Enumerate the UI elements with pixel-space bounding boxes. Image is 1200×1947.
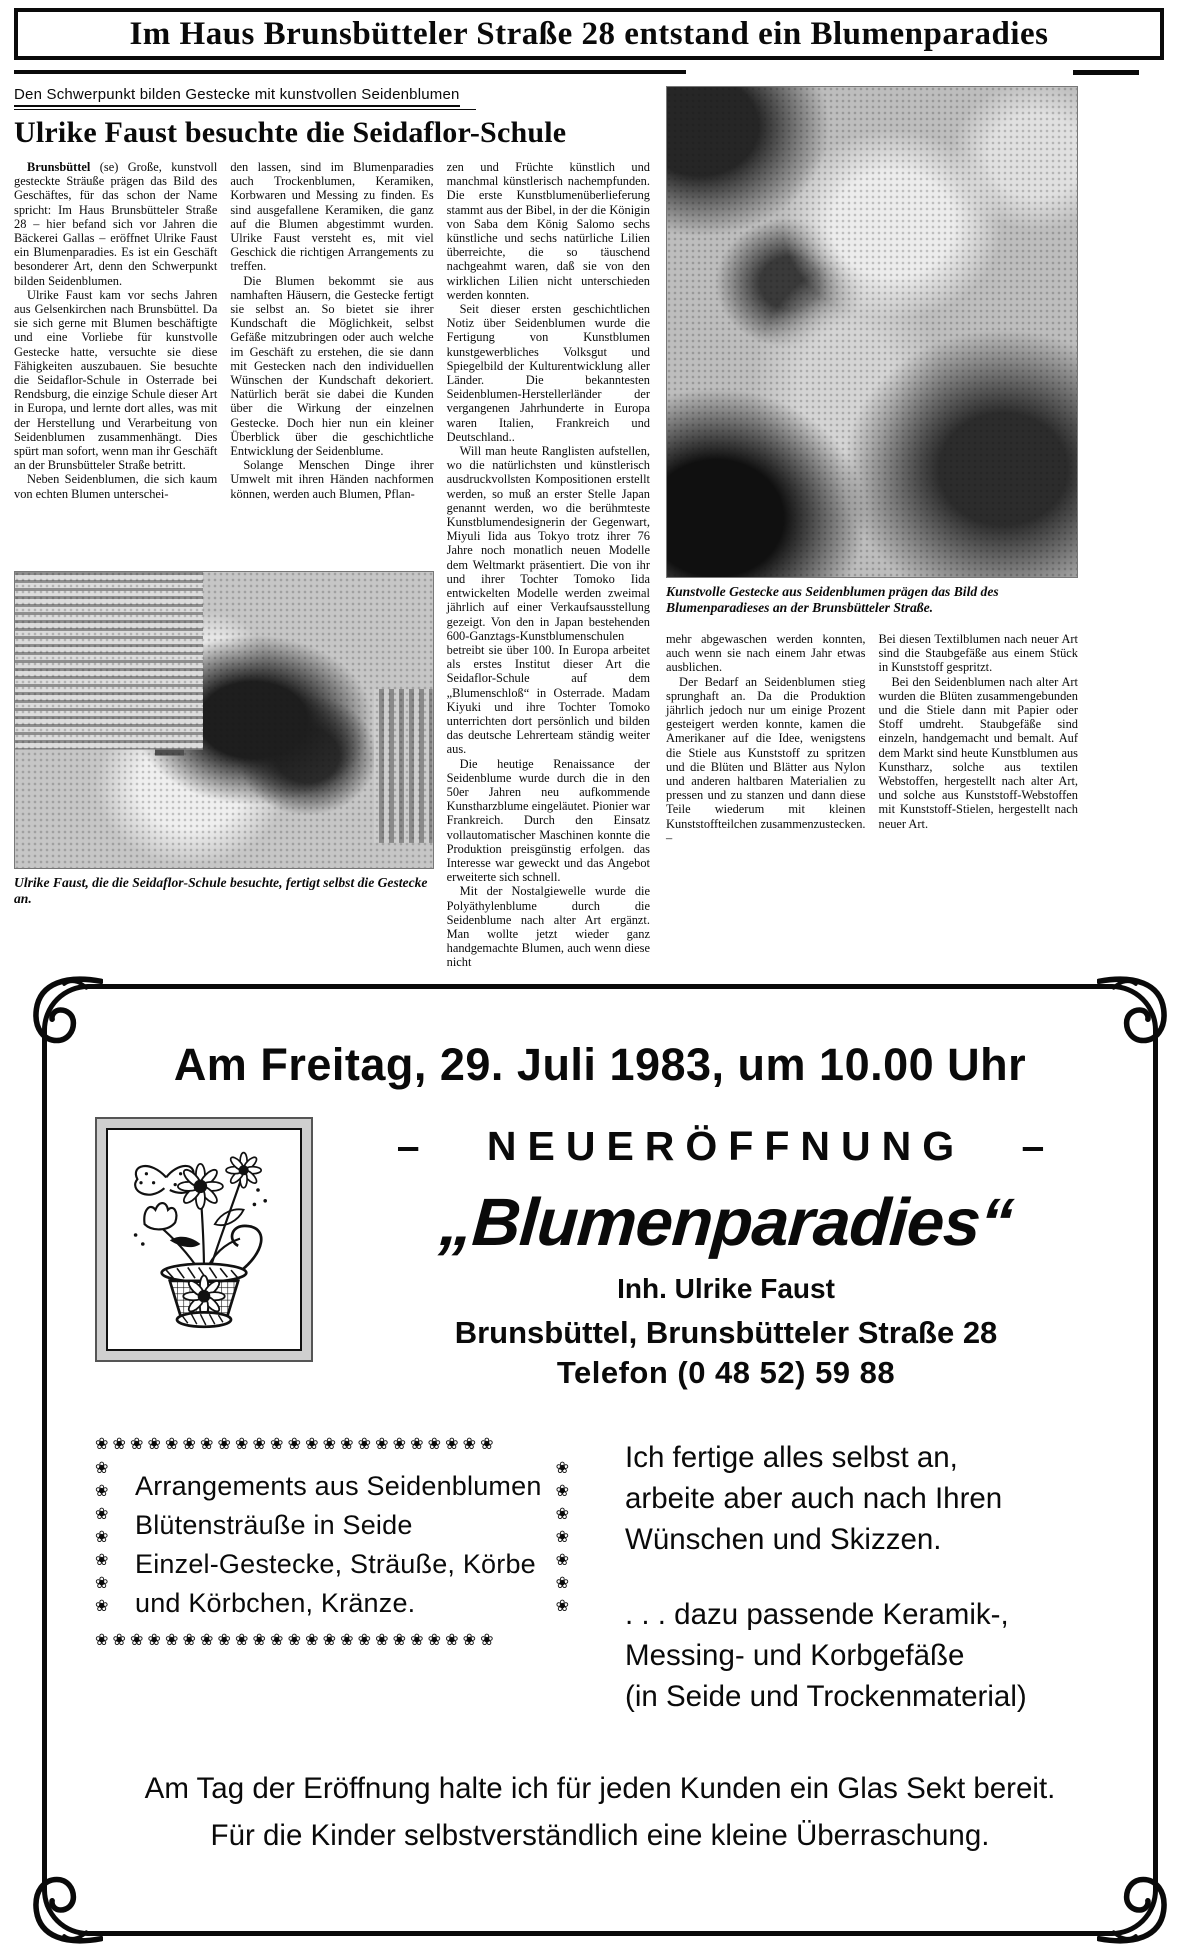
corner-flourish-icon bbox=[1097, 973, 1171, 1047]
article-paragraph: Der Bedarf an Seidenblumen stieg sprunghaft an. Da die Produktion jährlich jedoch nur um einige Prozent gesteigert werden konnte, kamen die Amerikaner auf die Idee, wenigstens die Stiele aus Kunststoff zu spritzen und die Blüten und Blätter aus Nylon und anderen haltbaren Materialien zu pressen und zu stanzen und dann diese Teile wiederum mit kleinen Kunststoffteilchen zusammenzustecken. – bbox=[666, 674, 866, 845]
service-item: und Körbchen, Kränze. bbox=[135, 1587, 416, 1618]
photo-figure-left bbox=[14, 571, 434, 969]
corner-flourish-icon bbox=[29, 1873, 103, 1947]
photo-caption-right: Kunstvolle Gestecke aus Seidenblumen prägen das Bild des Blumenparadieses an der Brunsbütteler Straße. bbox=[666, 584, 999, 615]
article-column-4 bbox=[666, 632, 866, 845]
article-column-1 bbox=[14, 160, 217, 563]
photo-ulrike-faust bbox=[14, 571, 434, 869]
ad-phone-line: Telefon (0 48 52) 59 88 bbox=[556, 1354, 896, 1390]
banner-underline-rule bbox=[14, 70, 686, 74]
flower-basket-logo bbox=[95, 1117, 313, 1362]
ad-footer-line: Für die Kinder selbstverständlich eine kleine Überraschung. bbox=[210, 1818, 990, 1852]
ad-main-row bbox=[87, 1117, 1113, 1391]
article-paragraph: Mit der Nostalgiewelle wurde die Polyäthylenblume durch die Seidenblume nach alter Art ergänzt. Man wollte jetzt wieder ganz handgemachte Blumen, auch wenn diese nicht bbox=[446, 884, 650, 970]
article-paragraph: Bei den Seidenblumen nach alter Art wurden die Blüten zusammengebunden und die Stiele dann mit Papier oder Stoff umdreht. Staubgefäße sind einzeln, handgemacht und bemalt. Auf dem Markt sind heute Kunstblumen aus Kunstharz, solche aus textilen Webstoffen, hergestellt nach alter Art, und solche aus Kunststoff-Webstoffen mit Kunststoff-Stielen, hergestellt nach neuer Art. bbox=[878, 674, 1078, 831]
service-item: Arrangements aus Seidenblumen bbox=[135, 1470, 542, 1501]
banner-headline bbox=[14, 8, 1164, 60]
article-paragraph: Neben Seidenblumen, die sich kaum von echten Blumen unterschei- bbox=[14, 472, 218, 501]
services-flower-box bbox=[95, 1433, 569, 1653]
article-headline: Ulrike Faust besuchte die Seidaflor-Schule bbox=[14, 116, 567, 149]
article-column-5 bbox=[879, 632, 1079, 845]
article-paragraph: Die heutige Renaissance der Seidenblume wurde durch die in den 50er Jahren neu aufkommende Kunstharzblume eingeläutet. Pionier war Frankreich. Durch den Einsatz vollautomatischer Maschinen konnte die Produktion preisgünstig erfolgen. das Interesse war geweckt und das Angebot erweiterte sich schnell. bbox=[446, 756, 650, 885]
article-column-3 bbox=[447, 160, 650, 970]
article-paragraph bbox=[14, 160, 217, 288]
ad-custom-text bbox=[625, 1433, 1105, 1717]
photo-figure-right bbox=[666, 86, 1078, 616]
article-left-block bbox=[14, 86, 650, 970]
flower-basket-icon bbox=[114, 1136, 294, 1343]
ad-second-row bbox=[87, 1433, 1113, 1717]
article-paragraph: Bei diesen Textilblumen nach neuer Art sind die Staubgefäße aus einem Stück in Kunststoff gespritzt. bbox=[878, 632, 1078, 675]
ad-brand-name: „Blumenparadies“ bbox=[437, 1184, 1015, 1260]
ad-date-line: Am Freitag, 29. Juli 1983, um 10.00 Uhr bbox=[173, 1038, 1027, 1090]
article-paragraph: Solange Menschen Dinge ihrer Umwelt mit ihren Händen nachformen können, werden auch Blumen, Pflan- bbox=[230, 458, 434, 501]
ad-footer bbox=[87, 1765, 1113, 1859]
flower-border-left: ❀❀❀❀❀❀❀ bbox=[95, 1459, 109, 1615]
ad-text-line: arbeite aber auch nach Ihren bbox=[625, 1481, 1003, 1515]
corner-flourish-icon bbox=[29, 973, 103, 1047]
article-columns bbox=[14, 160, 650, 970]
article-paragraph: den lassen, sind im Blumenparadies auch Trockenblumen, Keramiken, Korbwaren und Messing zu finden. Es sind ausgefallene Keramiken, die ganz auf die Blumen abgestimmt wurden. Ulrike Faust versteht es, mit viel Geschick die richtigen Arrangements zu treffen. bbox=[230, 160, 434, 274]
ad-opening-line: – NEUERÖFFNUNG – bbox=[396, 1122, 1056, 1169]
services-list bbox=[117, 1457, 547, 1629]
advertisement bbox=[42, 984, 1158, 1936]
service-item: Blütensträuße in Seide bbox=[135, 1509, 413, 1540]
ad-owner-line: Inh. Ulrike Faust bbox=[617, 1272, 835, 1304]
ad-footer-line: Am Tag der Eröffnung halte ich für jeden Kunden ein Glas Sekt bereit. bbox=[144, 1771, 1056, 1805]
flower-basket-frame bbox=[106, 1128, 302, 1351]
lead-location: Brunsbüttel bbox=[27, 160, 91, 174]
banner-headline-text: Im Haus Brunsbütteler Straße 28 entstand ein Blumenparadies bbox=[129, 15, 1049, 52]
article-column-2 bbox=[230, 160, 433, 563]
article-right-block bbox=[666, 86, 1078, 970]
article-bottom-columns bbox=[666, 632, 1078, 845]
kicker-rule bbox=[14, 109, 476, 110]
flower-border-right: ❀❀❀❀❀❀❀ bbox=[555, 1459, 569, 1615]
article-area bbox=[14, 86, 1186, 970]
article-paragraph: zen und Früchte künstlich und manchmal künstlerisch nachempfunden. Die erste Kunstblumenüberlieferung stammt aus der Bibel, in der die Königin von Saba dem König Salomo sechs künstliche und sechs natürliche Lilien überreichte, die so täuschend nachgeahmt waren, daß sie von den wirklichen Lilien nicht unterschieden werden konnten. bbox=[446, 160, 650, 302]
ad-text-line: . . . dazu passende Keramik-, bbox=[625, 1597, 1009, 1631]
lead-text: (se) Große, kunstvoll gesteckte Sträuße prägen das Bild des Geschäftes, für das schon der Name spricht: Im Haus Brunsbütteler Straße 28 – hier befand sich vor Jahren die Bäckerei Gallas – eröffnet Ulrike Faust ein Blumenparadies. Es ist ein Geschäft besonderer Art, denn den Schwerpunkt bilden Seidenblumen. bbox=[14, 160, 218, 288]
ad-center-block bbox=[347, 1117, 1105, 1391]
flower-box-middle bbox=[95, 1457, 569, 1629]
service-item: Einzel-Gestecke, Sträuße, Körbe bbox=[135, 1548, 536, 1579]
article-paragraph: Seit dieser ersten geschichtlichen Notiz über Seidenblumen wurde die Fertigung von Kunstblumen kunstgewerbliches Volksgut und Spiegelbild der Kulturentwicklung aller Länder. Die bekanntesten Seidenblumen-Herstellerländer der vergangenen Jahrhunderte in Europa waren Italien, Frankreich und Deutschland.. bbox=[446, 302, 650, 444]
ad-text-line: Messing- und Korbgefäße bbox=[625, 1638, 965, 1672]
corner-flourish-icon bbox=[1097, 1873, 1171, 1947]
ad-text-line: Wünschen und Skizzen. bbox=[625, 1522, 942, 1556]
ad-address-line: Brunsbüttel, Brunsbütteler Straße 28 bbox=[454, 1314, 998, 1350]
flower-border-bottom: ❀❀❀❀❀❀❀❀❀❀❀❀❀❀❀❀❀❀❀❀❀❀❀ bbox=[95, 1631, 498, 1649]
photo-caption-left: Ulrike Faust, die die Seidaflor-Schule besuchte, fertigt selbst die Gestecke an. bbox=[14, 875, 428, 907]
photo-flower-arrangements bbox=[666, 86, 1078, 578]
article-paragraph: Will man heute Ranglisten aufstellen, wo die natürlichsten und künstlerisch ausdruckvollsten Kompositionen erstellt werden, so muß an erster Stelle Japan genannt werden, wo die berühmteste Kunstblumendesignerin der Gegenwart, Miyuli Iida aus Tokyo trotz ihrer 76 Jahre noch monatlich neuen Modelle dem Weltmarkt präsentiert. Die von ihr und ihrer Tochter Tomoko Iida entwickelten Modelle werden zweimal jährlich auf einer Verkaufsausstellung gezeigt. Von den in Japan bestehenden 600-Ganztags-Kunstblumenschulen betreibt sie über 100. In Europa arbeitet als erstes Institut dieser Art die Seidaflor-Schule auf dem „Blumenschloß“ in Osterrade. Madam Kiyuki und ihre Tochter Tomoko unterrichten dort persönlich und bilden das deutsche Lehrerteam ständig weiter aus. bbox=[446, 444, 650, 757]
article-paragraph: mehr abgewaschen werden konnten, auch wenn sie nach einem Jahr etwas ausblichen. bbox=[666, 632, 866, 675]
ad-text-line: Ich fertige alles selbst an, bbox=[625, 1440, 958, 1474]
article-paragraph: Ulrike Faust kam vor sechs Jahren aus Gelsenkirchen nach Brunsbüttel. Da sie sich gerne mit Blumen beschäftigte und eine Vorliebe für kunstvolle Gestecke hatte, versuchte sie diese Fähigkeiten auszubauen. Sie besuchte die Seidaflor-Schule in Osterrade bei Rendsburg, die einzige Schule dieser Art in Europa, und lernte dort alles, was mit der Herstellung und Verarbeitung von Seidenblumen zusammenhängt. Dies spürt man sofort, wenn man ihr Geschäft an der Brunsbütteler Straße betritt. bbox=[14, 287, 218, 473]
kicker-line: Den Schwerpunkt bilden Gestecke mit kunstvollen Seidenblumen bbox=[14, 86, 460, 107]
banner-right-rule bbox=[1073, 70, 1139, 75]
article-paragraph: Die Blumen bekommt sie aus namhaften Häusern, die Gestecke fertigt sie selbst an. So bietet sie ihrer Kundschaft die Möglichkeit, selbst Gefäße mitzubringen oder auch welche im Geschäft zu erstehen, die sie dann mit Gestecken nach den individuellen Wünschen der Kundschaft dekoriert. Natürlich berät sie dabei die Kunden über die Wirkung der einzelnen Gestecke. Doch hier nun ein kleiner Überblick über die geschichtliche Entwicklung der Seidenblume. bbox=[230, 273, 434, 459]
ad-text-line: (in Seide und Trockenmaterial) bbox=[625, 1679, 1027, 1713]
flower-border-top: ❀❀❀❀❀❀❀❀❀❀❀❀❀❀❀❀❀❀❀❀❀❀❀ bbox=[95, 1435, 498, 1453]
